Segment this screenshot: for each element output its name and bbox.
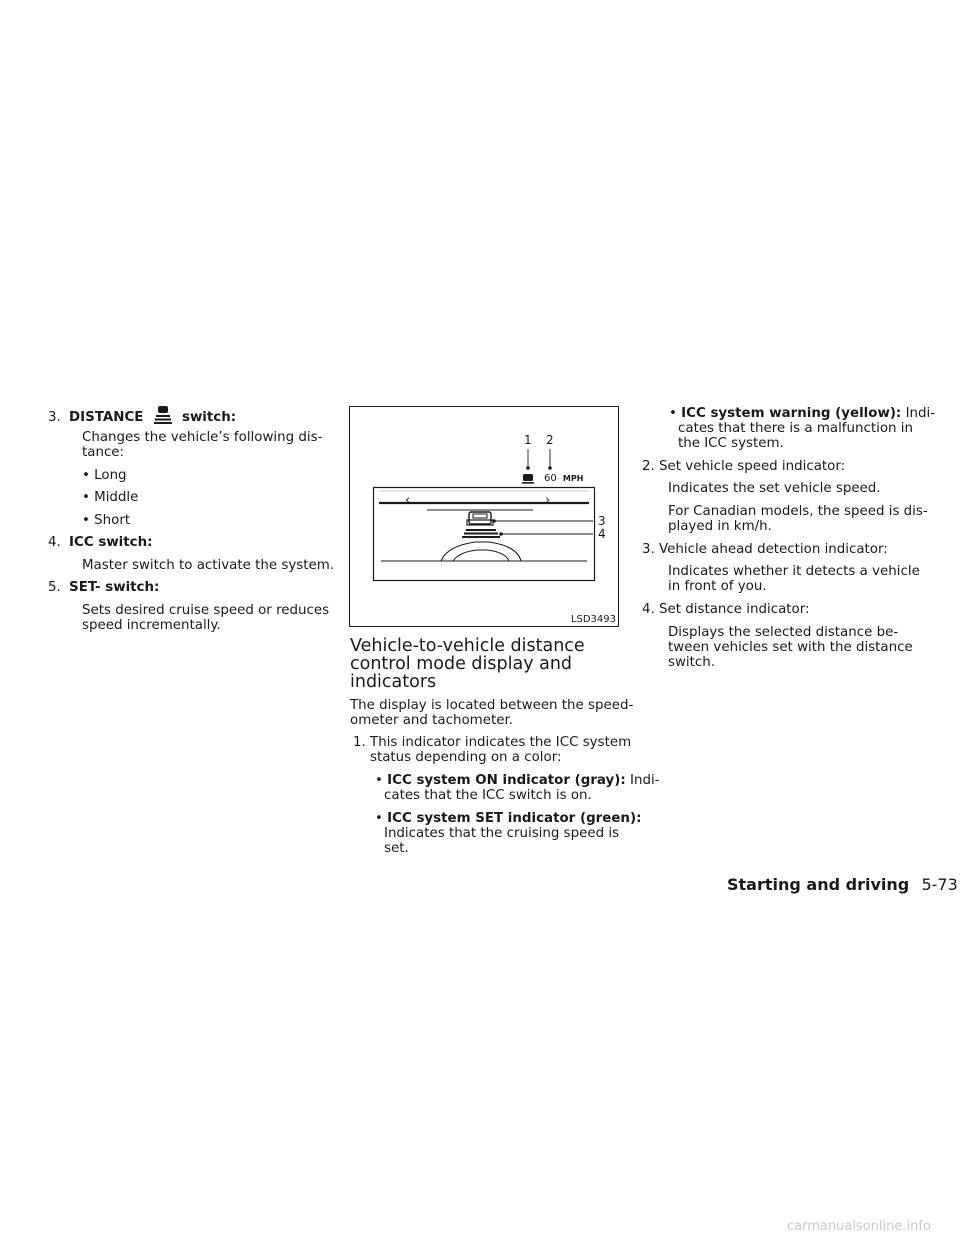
speed-unit: MPH: [562, 474, 584, 483]
bullet-middle: • Middle: [82, 490, 139, 505]
item-2-desc: Indicates the set vehicle speed.: [668, 481, 881, 496]
item-4-number: 4.: [48, 535, 61, 550]
section-heading-line2: control mode display and: [350, 654, 573, 674]
bullet-set-desc-line2: set.: [384, 841, 409, 856]
item-3-label: DISTANCE: [69, 410, 144, 425]
speed-value: 60: [544, 473, 557, 484]
item-4-desc: Master switch to activate the system.: [82, 558, 335, 573]
item-4-desc-line2-right: tween vehicles set with the distance: [668, 640, 913, 655]
bullet-set-desc-line1: Indicates that the cruising speed is: [384, 826, 620, 841]
callout-2: 2: [546, 433, 554, 447]
item-4-desc-line3-right: switch.: [668, 655, 716, 670]
bullet-set-label: ICC system SET indicator (green):: [387, 811, 642, 826]
bullet-long: • Long: [82, 468, 127, 483]
intro-line2: ometer and tachometer.: [350, 713, 513, 728]
item-5-heading: [48, 579, 159, 596]
item-4-desc-line1-right: Displays the selected distance be-: [668, 625, 899, 640]
bullet-short: • Short: [82, 513, 131, 528]
item-5-desc-line1: Sets desired cruise speed or reduces: [82, 603, 330, 618]
bullet-warning-desc-line1: cates that there is a malfunction in: [678, 421, 913, 436]
icc-display-figure: [349, 406, 619, 627]
bullet-on-desc: cates that the ICC switch is on.: [384, 788, 592, 803]
item-1-line2: status depending on a color:: [370, 750, 562, 765]
item-4-heading: [48, 534, 153, 551]
bullet-warning-label: ICC system warning (yellow):: [681, 406, 902, 421]
item-3-desc-line2: tance:: [82, 445, 125, 460]
item-3-label-switch: switch:: [181, 410, 237, 425]
item-4-heading-right: 4. Set distance indicator:: [642, 602, 810, 617]
item-3-heading-right: 3. Vehicle ahead detection indicator:: [642, 542, 888, 557]
callout-1: 1: [524, 433, 532, 447]
bullet-warning-tail: Indi-: [905, 406, 936, 421]
item-2-extra-line1: For Canadian models, the speed is dis-: [668, 504, 928, 519]
item-3-heading: [48, 405, 236, 426]
distance-icon: [152, 405, 174, 425]
section-heading-line3: indicators: [350, 672, 437, 692]
figure-drawing: [349, 406, 619, 627]
section-heading-line1: Vehicle-to-vehicle distance: [350, 636, 585, 656]
item-1-line1: 1. This indicator indicates the ICC system: [353, 735, 632, 750]
bullet-on-label: ICC system ON indicator (gray):: [387, 773, 626, 788]
item-3-desc-line1: Changes the vehicle’s following dis-: [82, 430, 323, 445]
arrow-left-icon: ‹: [405, 493, 411, 508]
speed-readout: [544, 470, 583, 487]
bullet-dot: •: [375, 811, 388, 826]
callout-3: 3: [598, 514, 606, 528]
item-3-number: 3.: [48, 410, 61, 425]
intro-line1: The display is located between the speed-: [350, 698, 634, 713]
bullet-warning-desc-line2: the ICC system.: [678, 436, 784, 451]
page-footer: [727, 876, 958, 895]
item-5-label: SET- switch:: [69, 580, 160, 595]
item-5-number: 5.: [48, 580, 61, 595]
item-2-extra-line2: played in km/h.: [668, 519, 772, 534]
item-3-desc-line2-right: in front of you.: [668, 579, 767, 594]
footer-section-title: Starting and driving: [727, 875, 910, 894]
bullet-dot: •: [375, 773, 388, 788]
figure-code: LSD3493: [570, 614, 616, 625]
item-5-desc-line2: speed incrementally.: [82, 618, 221, 633]
item-3-desc-line1-right: Indicates whether it detects a vehicle: [668, 564, 920, 579]
footer-page-number: 5-73: [921, 875, 958, 894]
watermark: carmanualsonline.info: [787, 1219, 931, 1234]
item-2-heading: 2. Set vehicle speed indicator:: [642, 459, 846, 474]
bullet-on-tail: Indi-: [630, 773, 660, 788]
callout-4: 4: [598, 527, 606, 541]
bullet-dot: •: [669, 406, 682, 421]
item-4-label: ICC switch:: [69, 535, 153, 550]
arrow-right-icon: ›: [545, 493, 551, 508]
